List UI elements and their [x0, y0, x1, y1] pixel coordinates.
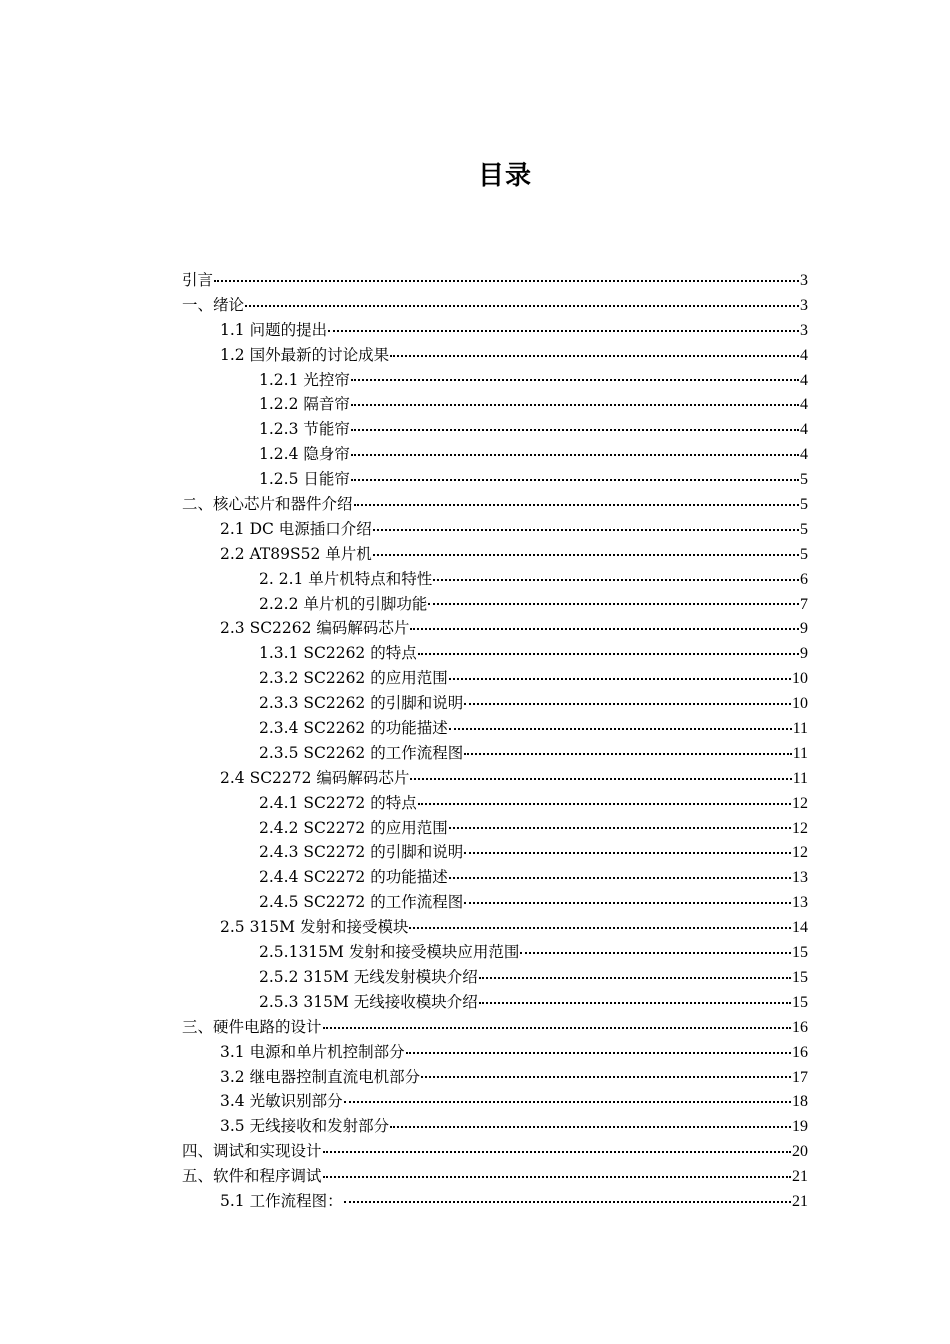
toc-entry[interactable]: [182, 368, 808, 393]
toc-entry-page: 12: [792, 844, 808, 862]
toc-entry-label: 2.4.4 SC2272 的功能描述: [259, 868, 448, 887]
toc-entry-label: 2.5 315M 发射和接受模块: [220, 918, 409, 937]
toc-entry-page: 6: [800, 570, 808, 588]
toc-entry[interactable]: [182, 791, 808, 816]
toc-entry[interactable]: [182, 691, 808, 716]
toc-entry-page: 9: [800, 645, 808, 663]
toc-entry-label: 5.1 工作流程图：: [220, 1191, 343, 1210]
toc-entry-page: 12: [792, 819, 808, 837]
toc-entry[interactable]: [182, 766, 808, 791]
toc-dot-leader: [449, 728, 792, 730]
toc-entry[interactable]: [182, 1139, 808, 1164]
table-of-contents: [182, 268, 808, 1214]
toc-entry[interactable]: [182, 965, 808, 990]
toc-entry-label: 3.4 光敏识别部分: [220, 1092, 343, 1111]
toc-entry[interactable]: [182, 392, 808, 417]
toc-entry-label: 2.5.2 315M 无线发射模块介绍: [259, 967, 478, 986]
toc-entry-page: 17: [792, 1068, 808, 1086]
toc-entry[interactable]: [182, 1089, 808, 1114]
toc-entry-label: 2.4.1 SC2272 的特点: [259, 793, 417, 812]
toc-entry[interactable]: [182, 716, 808, 741]
toc-entry[interactable]: [182, 567, 808, 592]
toc-entry[interactable]: [182, 542, 808, 567]
toc-dot-leader: [449, 827, 791, 829]
toc-entry-page: 11: [792, 769, 808, 787]
toc-dot-leader: [354, 504, 799, 506]
toc-dot-leader: [351, 379, 799, 381]
toc-entry-label: 五、软件和程序调试: [182, 1167, 322, 1186]
toc-entry-label: 引言: [182, 271, 214, 289]
toc-entry[interactable]: [182, 492, 808, 517]
toc-entry-page: 5: [800, 496, 808, 514]
toc-entry-page: 15: [792, 944, 808, 962]
toc-entry-label: 2.3 SC2262 编码解码芯片: [220, 619, 410, 638]
toc-entry-label: 2.3.3 SC2262 的引脚和说明: [259, 694, 464, 713]
toc-entry-page: 20: [792, 1143, 808, 1161]
toc-entry[interactable]: [182, 592, 808, 617]
toc-entry[interactable]: [182, 268, 808, 293]
toc-entry-label: 1.2.5 日能帘: [259, 470, 350, 489]
toc-entry[interactable]: [182, 1015, 808, 1040]
toc-entry-label: 2.2.2 单片机的引脚功能: [259, 594, 428, 613]
toc-entry-label: 1.2.4 隐身帘: [259, 445, 350, 464]
toc-dot-leader: [464, 852, 791, 854]
toc-entry[interactable]: [182, 467, 808, 492]
toc-dot-leader: [373, 529, 799, 531]
toc-entry-page: 21: [792, 1192, 808, 1210]
toc-entry-label: 2.2 AT89S52 单片机: [220, 544, 372, 563]
toc-dot-leader: [351, 429, 799, 431]
toc-dot-leader: [323, 1151, 791, 1153]
toc-entry[interactable]: [182, 741, 808, 766]
toc-entry-page: 5: [800, 471, 808, 489]
toc-entry-label: 2.1 DC 电源插口介绍: [220, 519, 372, 538]
toc-entry[interactable]: [182, 890, 808, 915]
toc-dot-leader: [344, 1101, 791, 1103]
toc-dot-leader: [373, 554, 799, 556]
toc-entry-page: 14: [792, 919, 808, 937]
toc-entry-label: 2.4 SC2272 编码解码芯片: [220, 768, 410, 787]
toc-dot-leader: [410, 628, 799, 630]
toc-entry-label: 1.2 国外最新的讨论成果: [220, 345, 390, 364]
toc-entry-page: 4: [800, 421, 808, 439]
toc-dot-leader: [449, 678, 791, 680]
toc-entry-page: 5: [800, 520, 808, 538]
toc-dot-leader: [479, 1002, 791, 1004]
toc-dot-leader: [520, 952, 791, 954]
toc-entry-page: 11: [792, 744, 808, 762]
toc-entry-label: 三、硬件电路的设计: [182, 1017, 322, 1036]
toc-dot-leader: [464, 703, 791, 705]
toc-entry[interactable]: [182, 1065, 808, 1090]
toc-entry-page: 16: [792, 1043, 808, 1061]
toc-dot-leader: [433, 579, 799, 581]
toc-entry-label: 2.4.3 SC2272 的引脚和说明: [259, 843, 464, 862]
toc-entry-label: 3.2 继电器控制直流电机部分: [220, 1067, 421, 1086]
toc-dot-leader: [449, 877, 791, 879]
toc-entry-page: 13: [792, 869, 808, 887]
toc-entry-label: 2.3.5 SC2262 的工作流程图: [259, 743, 464, 762]
toc-entry-page: 3: [800, 272, 808, 289]
toc-entry[interactable]: [182, 915, 808, 940]
toc-entry-page: 4: [800, 346, 808, 364]
toc-dot-leader: [390, 355, 799, 357]
toc-entry[interactable]: [182, 616, 808, 641]
toc-dot-leader: [351, 454, 799, 456]
page-title: 目录: [477, 161, 532, 191]
toc-entry[interactable]: [182, 517, 808, 542]
toc-entry-label: 1.2.1 光控帘: [259, 370, 350, 389]
toc-entry-label: 1.3.1 SC2262 的特点: [259, 644, 417, 663]
toc-dot-leader: [214, 280, 799, 282]
toc-dot-leader: [351, 404, 799, 406]
toc-entry[interactable]: [182, 442, 808, 467]
toc-entry-page: 15: [792, 968, 808, 986]
toc-entry-label: 2. 2.1 单片机特点和特性: [259, 569, 433, 588]
toc-dot-leader: [390, 1126, 791, 1128]
toc-entry-page: 10: [792, 670, 808, 688]
toc-dot-leader: [418, 653, 799, 655]
toc-entry[interactable]: [182, 1114, 808, 1139]
toc-entry[interactable]: [182, 865, 808, 890]
toc-dot-leader: [323, 1176, 791, 1178]
toc-entry-page: 10: [792, 695, 808, 713]
toc-entry-page: 4: [800, 396, 808, 414]
toc-entry-label: 2.4.5 SC2272 的工作流程图: [259, 893, 464, 912]
toc-dot-leader: [351, 479, 799, 481]
toc-entry-label: 一、绪论: [182, 295, 245, 314]
toc-entry-label: 1.2.2 隔音帘: [259, 395, 350, 414]
toc-entry-label: 2.5.3 315M 无线接收模块介绍: [259, 992, 478, 1011]
toc-entry[interactable]: [182, 840, 808, 865]
toc-entry[interactable]: [182, 417, 808, 442]
toc-entry-page: 9: [800, 620, 808, 638]
toc-entry-label: 四、调试和实现设计: [182, 1142, 322, 1161]
toc-entry-page: 12: [792, 794, 808, 812]
toc-dot-leader: [464, 902, 791, 904]
toc-dot-leader: [428, 603, 799, 605]
toc-entry-page: 5: [800, 545, 808, 563]
toc-dot-leader: [479, 977, 791, 979]
toc-entry[interactable]: [182, 293, 808, 318]
toc-entry[interactable]: [182, 940, 808, 965]
toc-entry-page: 19: [792, 1118, 808, 1136]
toc-entry[interactable]: [182, 1189, 808, 1214]
toc-entry-page: 3: [800, 321, 808, 339]
toc-dot-leader: [344, 1201, 791, 1203]
toc-entry-label: 二、核心芯片和器件介绍: [182, 495, 353, 514]
toc-dot-leader: [409, 927, 791, 929]
toc-entry-label: 1.2.3 节能帘: [259, 420, 350, 439]
toc-entry[interactable]: [182, 318, 808, 343]
toc-entry-page: 15: [792, 993, 808, 1011]
toc-entry[interactable]: [182, 666, 808, 691]
toc-entry-label: 2.3.2 SC2262 的应用范围: [259, 669, 448, 688]
toc-dot-leader: [464, 753, 791, 755]
toc-dot-leader: [418, 803, 791, 805]
toc-entry[interactable]: [182, 343, 808, 368]
toc-entry-label: 3.5 无线接收和发射部分: [220, 1117, 390, 1136]
toc-entry-page: 11: [792, 720, 808, 738]
toc-entry-page: 16: [792, 1018, 808, 1036]
toc-entry[interactable]: [182, 990, 808, 1015]
toc-entry-page: 4: [800, 371, 808, 389]
toc-entry-label: 2.4.2 SC2272 的应用范围: [259, 818, 448, 837]
toc-dot-leader: [406, 1052, 791, 1054]
toc-dot-leader: [245, 305, 799, 307]
toc-entry-page: 21: [792, 1168, 808, 1186]
toc-entry[interactable]: [182, 641, 808, 666]
toc-entry[interactable]: [182, 1040, 808, 1065]
toc-entry-label: 2.5.1315M 发射和接受模块应用范围: [259, 943, 520, 962]
toc-entry-label: 1.1 问题的提出: [220, 320, 328, 339]
toc-entry-page: 4: [800, 446, 808, 464]
toc-entry-page: 13: [792, 894, 808, 912]
toc-entry-page: 3: [800, 296, 808, 314]
toc-dot-leader: [323, 1027, 791, 1029]
toc-entry[interactable]: [182, 1164, 808, 1189]
toc-entry-label: 2.3.4 SC2262 的功能描述: [259, 719, 448, 738]
toc-dot-leader: [328, 330, 799, 332]
toc-dot-leader: [410, 778, 791, 780]
toc-dot-leader: [421, 1076, 791, 1078]
toc-entry-label: 3.1 电源和单片机控制部分: [220, 1042, 405, 1061]
toc-entry-page: 7: [800, 595, 808, 613]
toc-entry-page: 18: [792, 1093, 808, 1111]
toc-entry[interactable]: [182, 816, 808, 841]
